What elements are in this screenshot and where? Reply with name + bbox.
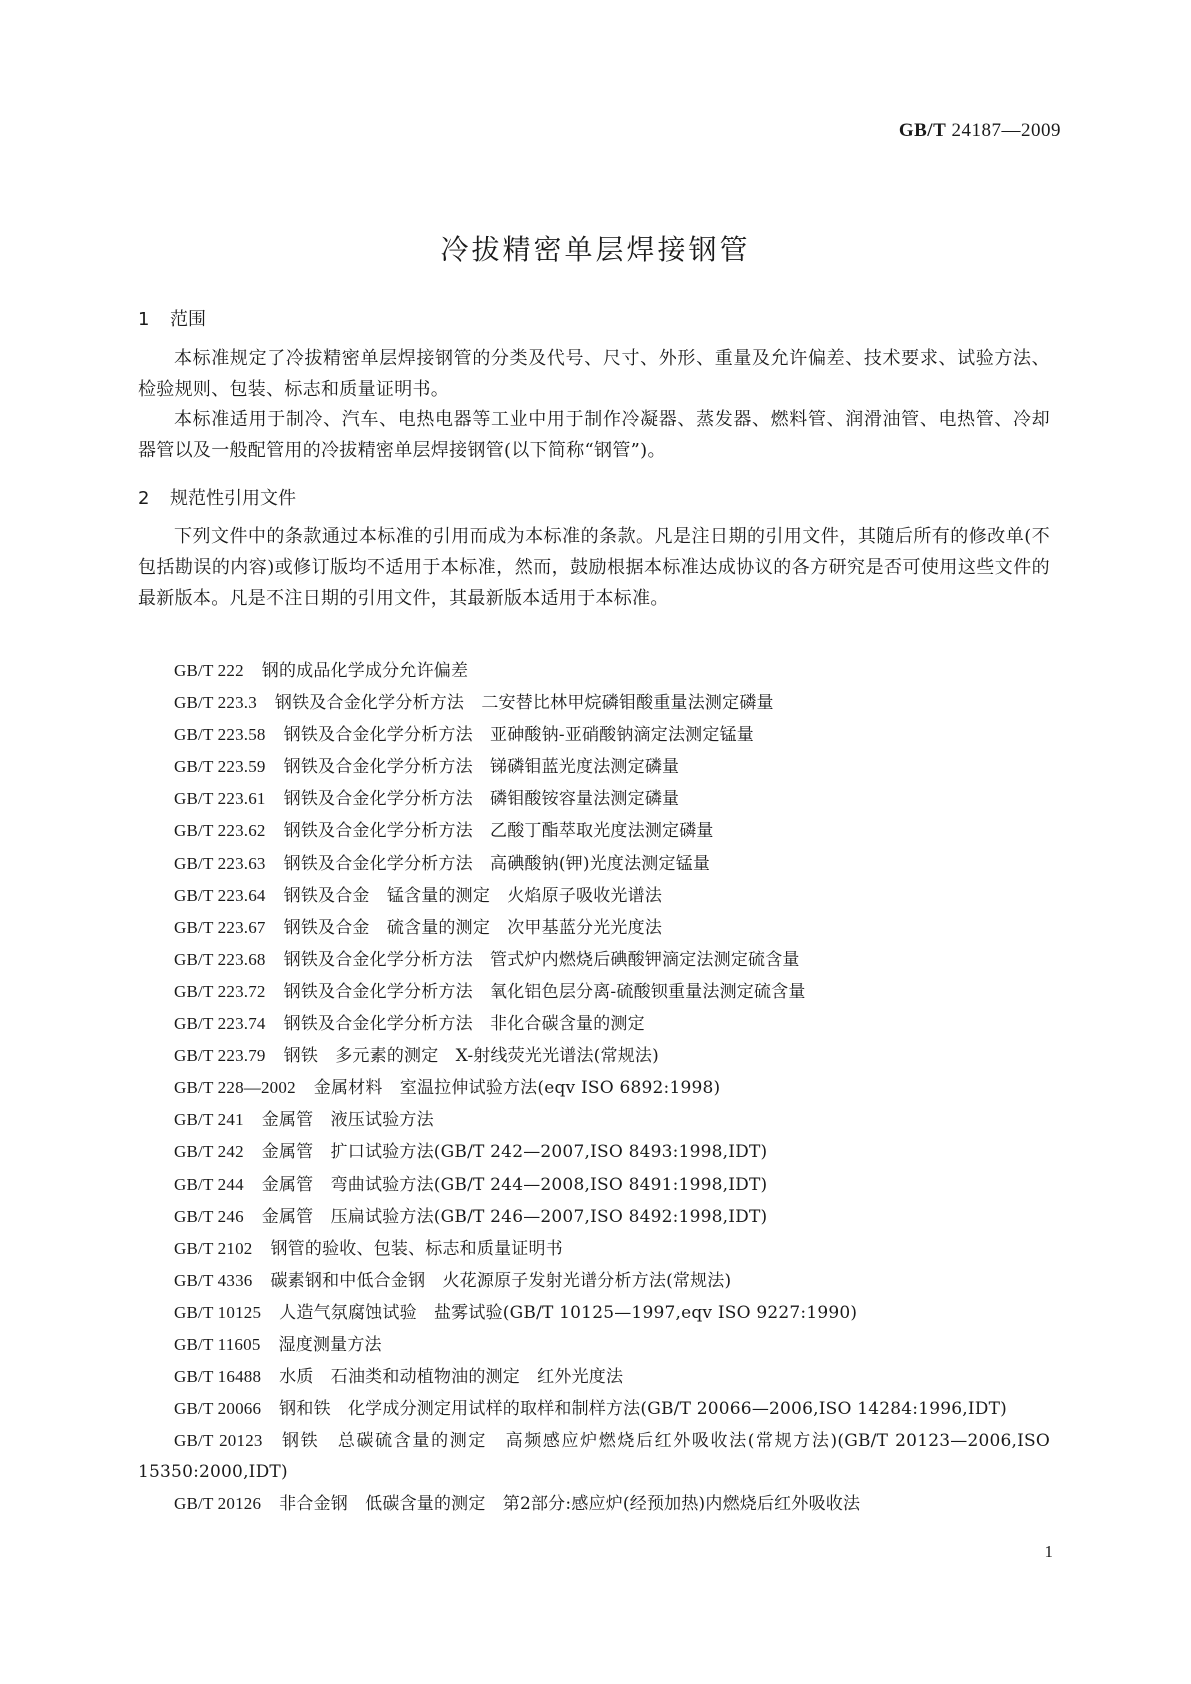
- reference-code: GB/T 223.3: [174, 693, 257, 713]
- reference-item: [138, 1169, 1050, 1201]
- reference-code: GB/T 222: [174, 661, 244, 680]
- reference-item: [138, 815, 1050, 847]
- scope-paragraph-2: 本标准适用于制冷、汽车、电热电器等工业中用于制作冷凝器、蒸发器、燃料管、润滑油管、电热管、冷却器管以及一般配管用的冷拔精密单层焊接钢管(以下简称“钢管”)。: [138, 409, 1050, 461]
- reference-code: GB/T 223.63: [174, 853, 266, 873]
- reference-item: [138, 1104, 1050, 1136]
- reference-code: GB/T 223.58: [174, 725, 266, 745]
- reference-title: 金属管 扩口试验方法(GB/T 242—2007,ISO 8493:1998,IDT): [261, 1142, 768, 1163]
- reference-title: 钢铁及合金化学分析方法 管式炉内燃烧后碘酸钾滴定法测定硫含量: [283, 949, 800, 970]
- reference-title: 钢铁及合金化学分析方法 亚砷酸钠-亚硝酸钠滴定法测定锰量: [283, 725, 754, 746]
- reference-code: GB/T 241: [174, 1110, 244, 1130]
- scope-paragraph-1: 本标准规定了冷拔精密单层焊接钢管的分类及代号、尺寸、外形、重量及允许偏差、技术要求、试验方法、检验规则、包装、标志和质量证明书。: [138, 348, 1050, 400]
- page-number: 1: [1044, 1542, 1053, 1561]
- reference-code: GB/T 244: [174, 1174, 244, 1194]
- document-title: 冷拔精密单层焊接钢管: [440, 233, 751, 266]
- reference-item: [138, 976, 1050, 1008]
- reference-code: GB/T 223.74: [174, 1014, 266, 1034]
- reference-item: [138, 880, 1050, 912]
- reference-code: GB/T 223.62: [174, 821, 266, 841]
- reference-item: [138, 1297, 1050, 1329]
- reference-title: 水质 石油类和动植物油的测定 红外光度法: [279, 1367, 624, 1388]
- reference-item: [138, 1265, 1050, 1297]
- reference-code: GB/T 223.79: [174, 1046, 266, 1066]
- reference-title: 钢铁 多元素的测定 X-射线荧光光谱法(常规法): [283, 1046, 659, 1067]
- reference-title: 钢的成品化学成分允许偏差: [261, 661, 469, 681]
- reference-item: [138, 1488, 1050, 1520]
- reference-item: [138, 944, 1050, 976]
- reference-code: GB/T 223.61: [174, 789, 266, 809]
- reference-title: 钢铁及合金化学分析方法 锑磷钼蓝光度法测定磷量: [283, 757, 680, 778]
- reference-title: 钢铁及合金化学分析方法 二安替比林甲烷磷钼酸重量法测定磷量: [274, 693, 774, 714]
- reference-item: [138, 1425, 1050, 1488]
- reference-list: [138, 655, 1050, 1521]
- reference-item: [138, 1136, 1050, 1168]
- reference-code: GB/T 223.59: [174, 757, 266, 777]
- reference-code: GB/T 11605: [174, 1334, 261, 1354]
- section-number: 2: [138, 488, 150, 509]
- reference-title: 钢铁 总碳硫含量的测定 高频感应炉燃烧后红外吸收法(常规方法)(GB/T 20123—2006,ISO 15350:2000,IDT): [138, 1431, 1051, 1483]
- reference-item: [138, 1072, 1050, 1104]
- standard-number: 24187—2009: [951, 120, 1061, 141]
- section-number: 1: [138, 309, 150, 330]
- reference-code: GB/T 223.67: [174, 917, 266, 937]
- reference-item: [138, 1393, 1050, 1425]
- section-1-heading: [138, 305, 206, 331]
- reference-item: [138, 1201, 1050, 1233]
- reference-code: GB/T 20126: [174, 1494, 262, 1514]
- reference-title: 金属材料 室温拉伸试验方法(eqv ISO 6892:1998): [313, 1078, 721, 1099]
- reference-code: GB/T 20066: [174, 1399, 262, 1419]
- reference-title: 湿度测量方法: [278, 1334, 382, 1355]
- reference-item: [138, 912, 1050, 944]
- reference-code: GB/T 223.72: [174, 981, 266, 1001]
- reference-code: GB/T 223.64: [174, 885, 266, 905]
- reference-title: 钢管的验收、包装、标志和质量证明书: [270, 1238, 563, 1259]
- reference-item: [138, 1233, 1050, 1265]
- reference-code: GB/T 246: [174, 1206, 244, 1226]
- reference-item: [138, 1040, 1050, 1072]
- reference-code: GB/T 20123: [174, 1431, 263, 1451]
- reference-code: GB/T 242: [174, 1142, 244, 1162]
- reference-item: [138, 848, 1050, 880]
- reference-title: 钢铁及合金化学分析方法 乙酸丁酯萃取光度法测定磷量: [283, 821, 714, 842]
- reference-code: GB/T 2102: [174, 1238, 253, 1258]
- reference-title: 非合金钢 低碳含量的测定 第2部分:感应炉(经预加热)内燃烧后红外吸收法: [279, 1494, 861, 1515]
- section-title: 范围: [170, 309, 206, 330]
- reference-item: [138, 655, 1050, 687]
- reference-title: 钢铁及合金化学分析方法 非化合碳含量的测定: [283, 1014, 645, 1035]
- reference-code: GB/T 4336: [174, 1270, 253, 1290]
- reference-code: GB/T 228—2002: [174, 1078, 296, 1098]
- reference-item: [138, 783, 1050, 815]
- reference-title: 碳素钢和中低合金钢 火花源原子发射光谱分析方法(常规法): [270, 1270, 732, 1291]
- reference-title: 金属管 压扁试验方法(GB/T 246—2007,ISO 8492:1998,IDT): [261, 1206, 768, 1227]
- reference-title: 钢铁及合金化学分析方法 氧化铝色层分离-硫酸钡重量法测定硫含量: [283, 981, 806, 1002]
- reference-item: [138, 1361, 1050, 1393]
- reference-title: 人造气氛腐蚀试验 盐雾试验(GB/T 10125—1997,eqv ISO 9227:1990): [279, 1302, 858, 1323]
- standard-prefix: GB/T: [898, 120, 947, 141]
- references-intro-paragraph: 下列文件中的条款通过本标准的引用而成为本标准的条款。凡是注日期的引用文件，其随后所有的修改单(不包括勘误的内容)或修订版均不适用于本标准，然而，鼓励根据本标准达成协议的各方研究是否可使用这些文件的最新版本。凡是不注日期的引用文件，其最新版本适用于本标准。: [138, 526, 1050, 609]
- section-2-heading: [138, 484, 296, 510]
- section-title: 规范性引用文件: [170, 488, 296, 509]
- reference-title: 钢铁及合金 硫含量的测定 次甲基蓝分光光度法: [283, 917, 663, 938]
- reference-item: [138, 1329, 1050, 1361]
- reference-code: GB/T 16488: [174, 1367, 262, 1387]
- reference-title: 钢铁及合金化学分析方法 磷钼酸铵容量法测定磷量: [283, 789, 680, 810]
- reference-title: 钢铁及合金 锰含量的测定 火焰原子吸收光谱法: [283, 885, 663, 906]
- reference-item: [138, 751, 1050, 783]
- standard-code: [899, 120, 1061, 142]
- reference-item: [138, 1008, 1050, 1040]
- reference-code: GB/T 223.68: [174, 949, 266, 969]
- reference-title: 金属管 液压试验方法: [261, 1110, 434, 1131]
- reference-item: [138, 687, 1050, 719]
- reference-title: 钢铁及合金化学分析方法 高碘酸钠(钾)光度法测定锰量: [283, 853, 711, 874]
- reference-item: [138, 719, 1050, 751]
- reference-title: 钢和铁 化学成分测定用试样的取样和制样方法(GB/T 20066—2006,ISO 14284:1996,IDT): [279, 1399, 1007, 1420]
- reference-code: GB/T 10125: [174, 1302, 262, 1322]
- reference-title: 金属管 弯曲试验方法(GB/T 244—2008,ISO 8491:1998,IDT): [261, 1174, 768, 1195]
